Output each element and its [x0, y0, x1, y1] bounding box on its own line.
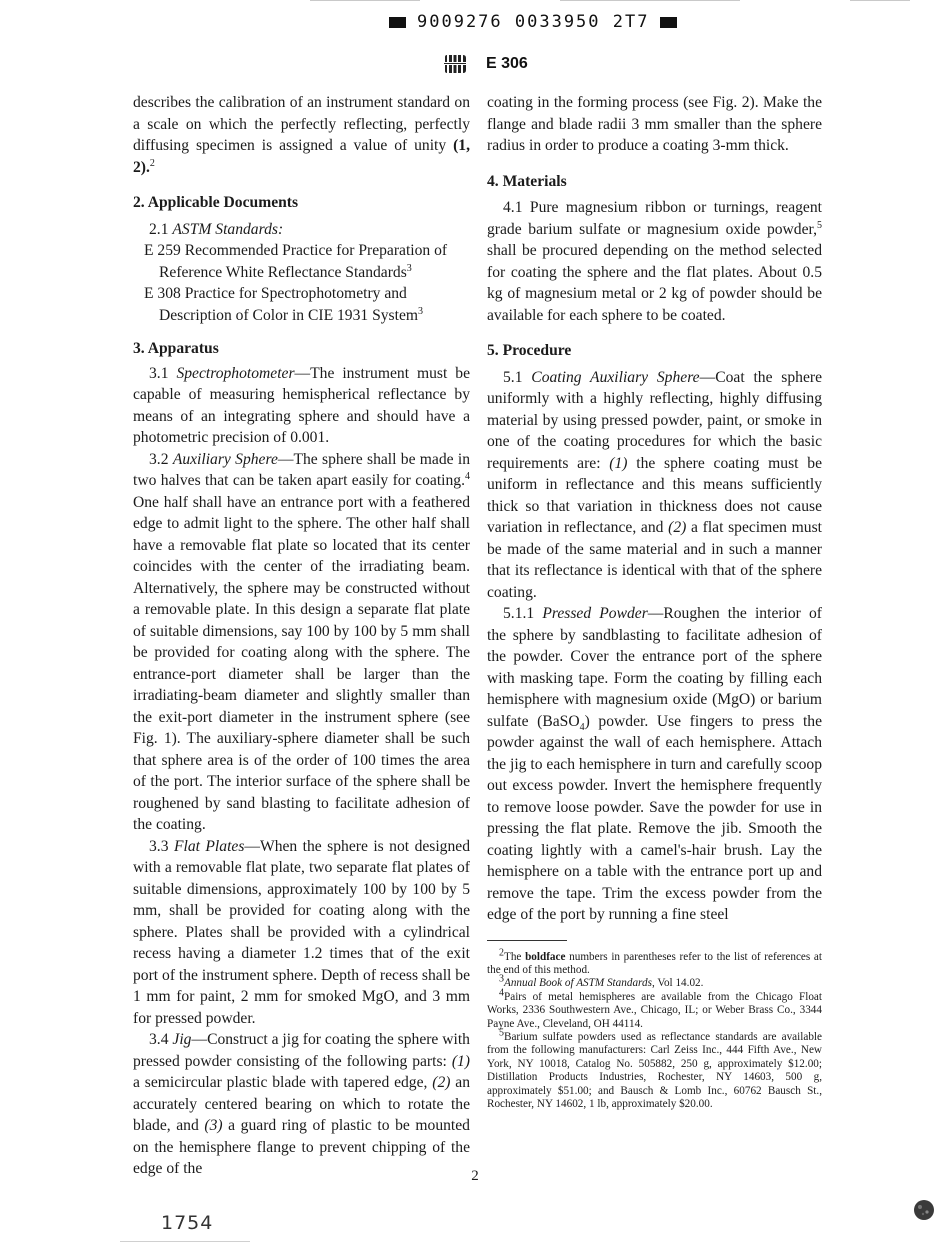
footnote-2 [487, 946, 822, 978]
subsection-2-1-number: 2.1 [149, 220, 169, 238]
paragraph-5-1-text-b: the sphere coating must be uniform in reflectance and this means sufficiently thick so that variation in thickness does not cause variation in reflectance, and [487, 454, 822, 536]
section-4-heading: 4. Materials [487, 172, 567, 190]
section-3-heading: 3. Apparatus [133, 340, 219, 357]
paragraph-5-1-text-a: —Coat the sphere uniformly with a highly reflecting, highly diffusing material by using pressed powder, paint, or smoke in one of the coating procedures for which the basic requirements are: [487, 368, 822, 472]
section-2-heading: 2. Applicable Documents [133, 194, 299, 211]
paragraph-3-4-text-b: a semicircular plastic blade with tapered edge, [133, 1074, 433, 1091]
footnote-2-number: 2 [499, 946, 504, 958]
paragraph-3-2-text-b: One half shall have an entrance port with a feathered edge to admit light to the sphere. The other half shall have a removable flat plate so located that its center coincides with the center of the irradiating beam. Alternatively, the sphere may be constructed without a removable plate. In this design a separate flat plate of suitable dimensions, say 100 by 100 by 5 mm shall be provided for coating along with the sphere. The entrance-port diameter shall be larger than the irradiating-beam diameter and slightly smaller than the exit-port diameter in the instrument sphere (see Fig. 1). The auxiliary-sphere diameter shall be such that sphere area is of the order of 100 times the area of the port. The interior surface of the sphere shall be roughened by sand blasting to facilitate adhesion of the coating. [133, 493, 470, 833]
paragraph-3-1-title: Spectrophotometer [176, 364, 295, 382]
paragraph-3-4-number: 3.4 [149, 1031, 169, 1048]
paragraph-3-3-number: 3.3 [149, 837, 169, 855]
paragraph-3-2 [133, 449, 470, 836]
paragraph-5-1-1-title: Pressed Powder [542, 605, 648, 622]
paragraph-3-3-title: Flat Plates [173, 837, 245, 855]
bottom-scan-edge [120, 1241, 250, 1242]
subsection-2-1 [133, 219, 470, 241]
paragraph-5-1-number: 5.1 [503, 368, 523, 386]
standard-designation: E 306 [486, 55, 528, 72]
paragraph-5-1-text-c: a flat specimen must be made of the same material and in such a manner that its reflectance is identical with that of the sphere coating. [487, 519, 823, 601]
paragraph-3-1-text: —The instrument must be capable of measuring hemispherical reflectance by means of an integrating sphere and should have a photometric precision of 0.001. [133, 364, 470, 446]
ink-smudge-icon [912, 1198, 936, 1222]
footnote-4-text: Pairs of metal hemispheres are available from the Chicago Float Works, 2336 Southwestern Ave., Chicago, IL; or Weber Brass Co., 3344 Payne Ave., Cleveland, OH 44114. [487, 990, 822, 1030]
barcode-block-left [389, 17, 406, 28]
paragraph-5-1 [487, 367, 822, 604]
footnote-2-ref: 2 [149, 157, 155, 169]
section-5-heading: 5. Procedure [487, 342, 572, 359]
paragraph-3-4-text-a: —Construct a jig for coating the sphere with pressed powder consisting of the following parts: [133, 1031, 470, 1070]
footnote-2-bold: boldface [525, 950, 566, 963]
right-column [487, 92, 822, 1111]
paragraph-5-1-1-text-b: ) powder. Use fingers to press the powder against the wall of each hemisphere. Attach the jig to each hemisphere in turn and carefully scoop out excess powder. Invert the hemisphere frequently to remove loose powder. Save the powder for use in pressing the flat plate. Remove the jib. Smooth the coating lightly with a camel's-hair brush. Lay the hemisphere on a table with the entrance port up and remove the tape. Trim the excess powder from the edge of the port by running a fine steel [487, 712, 822, 923]
intro-paragraph [133, 92, 470, 178]
reference-e259 [133, 240, 470, 283]
handwritten-page-number: 1754 [161, 1212, 214, 1234]
footnote-3-title: Annual Book of ASTM Standards [504, 977, 652, 990]
paragraph-5-1-1-text-a: —Roughen the interior of the sphere by sandblasting to facilitate adhesion of the powder. Cover the entrance port of the sphere with masking tape. Form the coating by filling each hemisphere with magnesium oxide (MgO) or barium sulfate (BaSO [487, 605, 822, 730]
footnote-2-text-a: The [504, 950, 526, 963]
paragraph-3-2-text-a: —The sphere shall be made in two halves that can be taken apart easily for coating. [133, 450, 470, 489]
barcode-block-right [660, 17, 677, 28]
list-marker-1: (1) [451, 1052, 470, 1070]
paragraph-3-2-number: 3.2 [149, 450, 169, 468]
paragraph-4-1 [487, 197, 822, 326]
paragraph-4-1-text-a: 4.1 Pure magnesium ribbon or turnings, reagent grade barium sulfate or magnesium oxide powder, [487, 199, 822, 238]
reference-e259-text: E 259 Recommended Practice for Preparation of Reference White Reflectance Standards [144, 242, 448, 281]
paragraph-3-4 [133, 1029, 470, 1180]
footnote-5-ref: 5 [817, 219, 822, 231]
page-number: 2 [471, 1168, 479, 1184]
paragraph-3-1 [133, 363, 470, 449]
list-marker-2: (2) [432, 1074, 451, 1091]
footnote-3-ref-b: 3 [418, 305, 424, 317]
jig-continuation: coating in the forming process (see Fig. 2). Make the flange and blade radii 3 mm smaller than the sphere radius in order to produce a coating 3-mm thick. [487, 94, 822, 154]
document-barcode [389, 11, 677, 33]
footnote-4-ref: 4 [465, 470, 470, 482]
footnote-3-volume: , Vol 14.02. [651, 977, 704, 990]
footnote-5-text: Barium sulfate powders used as reflectance standards are available from the following manufacturers: Carl Zeiss Inc., 444 Fifth Ave., New York, NY 10018, Catalog No. 505882, 250 g, approximately $12.00; Distillation Products Industries, Rochester, NY 14603, 500 g, approximately $51.00; and Bausch & Lomb Inc., 60762 Bausch St., Rochester, NY 14602, 1 lb, approximately $20.00. [487, 1030, 822, 1110]
chemical-subscript: 4 [579, 721, 585, 733]
subsection-2-1-title: ASTM Standards: [172, 220, 284, 238]
footnote-2-text-b: numbers in parentheses refer to the list of references at the end of this method. [487, 950, 822, 976]
page-header [442, 53, 528, 75]
astm-logo-icon [442, 53, 468, 75]
paragraph-5-1-title: Coating Auxiliary Sphere [531, 368, 700, 386]
footnote-3-number: 3 [499, 973, 504, 985]
top-scan-edge [0, 0, 950, 2]
intro-text: describes the calibration of an instrument standard on a scale on which the perfectly reflecting, perfectly diffusing specimen is assigned a value of unity [133, 94, 470, 154]
reference-e308-text: E 308 Practice for Spectrophotometry and Description of Color in CIE 1931 System [144, 285, 419, 324]
paragraph-3-2-title: Auxiliary Sphere [172, 450, 278, 468]
paragraph-5-1-1-number: 5.1.1 [503, 605, 535, 622]
list-marker-3: (3) [204, 1117, 223, 1134]
footnote-3 [487, 973, 822, 990]
paragraph-3-1-number: 3.1 [149, 364, 169, 382]
paragraph-3-4-text-c: an accurately centered bearing on which to rotate the blade, and [133, 1074, 470, 1134]
paragraph-3-3-text: —When the sphere is not designed with a removable flat plate, two separate flat plates of suitable dimensions, approximately 100 by 100 by 5 mm, shall be provided for coating along with the sphere. Plates shall be provided with a cylindrical recess having a diameter 1.2 times that of the exit port of the instrument sphere. Depth of recess shall be 1 mm for paint, 2 mm for smoked MgO, and 3 mm for pressed powder. [133, 837, 470, 1027]
footnote-4 [487, 986, 822, 1031]
paragraph-3-3 [133, 836, 470, 1030]
left-column [133, 92, 470, 1180]
reference-e308 [133, 283, 470, 326]
paragraph-4-1-text-b: shall be procured depending on the method selected for coating the sphere and the flat plates. About 0.5 kg of magnesium metal or 2 kg of powder should be available for each sphere to be coated. [487, 242, 822, 324]
footnote-5 [487, 1027, 822, 1111]
footnote-3-ref-a: 3 [406, 262, 412, 274]
intro-refs: (1, 2). [133, 137, 470, 176]
footnote-4-number: 4 [499, 986, 504, 998]
requirement-marker-2: (2) [668, 519, 687, 536]
paragraph-3-4-title: Jig [172, 1031, 192, 1048]
footnote-5-number: 5 [499, 1027, 504, 1039]
paragraph-3-4-text-d: a guard ring of plastic to be mounted on the hemisphere flange to prevent chipping of the edge of the [133, 1117, 470, 1177]
footnotes [487, 946, 822, 1112]
paragraph-5-1-1 [487, 603, 822, 926]
footnote-divider [487, 940, 567, 941]
barcode-text: 9009276 0033950 2T7 [417, 12, 650, 32]
requirement-marker-1: (1) [609, 454, 628, 472]
